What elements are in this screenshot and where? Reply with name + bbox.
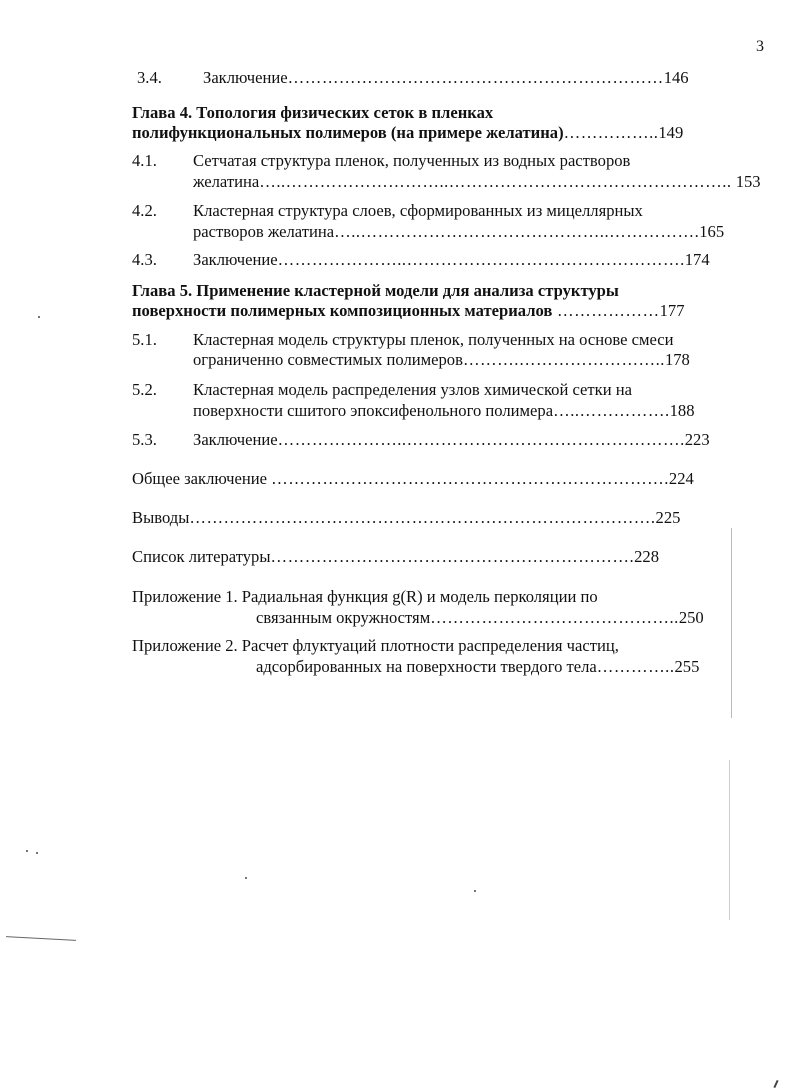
toc-entry-text-cont: желатина — [193, 172, 260, 191]
toc-page-ref: 255 — [674, 657, 700, 676]
toc-entry-number: 5.2. — [132, 380, 157, 399]
toc-entry-findings — [132, 508, 680, 528]
toc-entry-4-2-line2 — [193, 222, 724, 242]
toc-entry-4-2-number — [132, 201, 157, 221]
toc-entry-text: Сетчатая структура пленок, полученных из водных растворов — [193, 151, 631, 170]
toc-entry-text: Общее заключение — [132, 469, 272, 488]
scan-artifact-stroke — [6, 936, 76, 941]
toc-entry-number: 3.4. — [137, 68, 162, 87]
scan-artifact-mark — [773, 1080, 778, 1088]
toc-leader-dots: ………………………………………………………………………. — [189, 508, 656, 527]
toc-page-ref: 165 — [699, 222, 725, 241]
toc-entry-text-cont: поверхности сшитого эпоксифенольного полимера — [193, 401, 554, 420]
toc-chapter-title: Глава 4. Топология физических сеток в пленках — [132, 103, 494, 122]
toc-leader-dots: ……….…………………….. — [462, 350, 665, 369]
toc-leader-dots: ………….. — [596, 657, 675, 676]
toc-appendix-title: Приложение 2. Расчет флуктуаций плотности распределения частиц, — [132, 636, 619, 655]
toc-entry-number: 4.2. — [132, 201, 157, 220]
toc-appendix-title: Приложение 1. Радиальная функция g(R) и модель перколяции по — [132, 587, 598, 606]
toc-entry-number: 5.3. — [132, 430, 157, 449]
toc-entry-5-1-number — [132, 330, 157, 350]
toc-page-ref: 223 — [684, 430, 710, 449]
toc-page-ref: 178 — [664, 350, 690, 369]
toc-leader-dots: ……………… — [552, 301, 660, 320]
toc-entry-5-1-line1 — [193, 330, 674, 350]
toc-appendix-2-line1 — [132, 636, 619, 656]
toc-page-ref: 225 — [655, 508, 681, 527]
toc-entry-5-2-line1 — [193, 380, 632, 400]
scan-artifact-dot — [38, 316, 40, 318]
toc-page-ref: 224 — [668, 469, 694, 488]
toc-chapter-4-line2 — [132, 123, 683, 143]
toc-chapter-title: Глава 5. Применение кластерной модели для анализа структуры — [132, 281, 619, 300]
toc-entry-4-3-title — [193, 250, 710, 270]
toc-entry-5-1-line2 — [193, 350, 690, 370]
toc-entry-3-4-title — [203, 68, 689, 88]
toc-entry-text: Заключение — [193, 430, 278, 449]
toc-chapter-5-line2 — [132, 301, 684, 321]
scan-artifact-dot — [474, 890, 476, 892]
toc-entry-text: Выводы — [132, 508, 190, 527]
toc-entry-text-cont: ограниченно совместимых полимеров — [193, 350, 463, 369]
toc-leader-dots: …..………………………..………………………………………….. — [259, 172, 732, 191]
toc-entry-4-1-line1 — [193, 151, 630, 171]
toc-entry-4-1-number — [132, 151, 157, 171]
toc-entry-references — [132, 547, 659, 567]
scan-artifact-dot — [36, 852, 38, 854]
toc-page-ref: 188 — [669, 401, 695, 420]
scan-artifact-line — [731, 528, 732, 718]
toc-appendix-title-cont: связанным окружностям — [256, 608, 431, 627]
toc-chapter-title-cont: поверхности полимерных композиционных материалов — [132, 301, 553, 320]
toc-entry-number: 5.1. — [132, 330, 157, 349]
toc-entry-number: 4.3. — [132, 250, 157, 269]
scan-artifact-dot — [245, 877, 247, 879]
toc-entry-text-cont: растворов желатина — [193, 222, 335, 241]
toc-entry-4-1-line2 — [193, 172, 761, 192]
page-number: 3 — [756, 38, 764, 55]
toc-entry-4-3-number — [132, 250, 157, 270]
toc-page-ref: 250 — [678, 608, 704, 627]
toc-entry-text: Кластерная модель структуры пленок, полученных на основе смеси — [193, 330, 674, 349]
toc-leader-dots: ………………………………………………………… — [287, 68, 664, 87]
toc-page-ref: 228 — [634, 547, 660, 566]
toc-entry-text: Заключение — [203, 68, 288, 87]
toc-entry-text: Список литературы — [132, 547, 271, 566]
toc-page-ref: 153 — [735, 172, 761, 191]
toc-entry-text: Кластерная структура слоев, сформированных из мицеллярных — [193, 201, 643, 220]
toc-entry-text: Заключение — [193, 250, 278, 269]
toc-leader-dots: …………………..…………………………………………. — [277, 250, 685, 269]
toc-leader-dots: …..……………………………………..……………. — [334, 222, 700, 241]
toc-leader-dots: ………………………………………………………. — [270, 547, 635, 566]
toc-chapter-title-cont: полифункциональных полимеров (на примере желатина) — [132, 123, 564, 142]
toc-leader-dots: …………………………………….. — [430, 608, 679, 627]
toc-page-ref: 146 — [663, 68, 689, 87]
toc-chapter-5-line1 — [132, 281, 619, 301]
toc-page-ref: 177 — [659, 301, 685, 320]
toc-leader-dots: …………….. — [563, 123, 659, 142]
toc-entry-text: Кластерная модель распределения узлов химической сетки на — [193, 380, 633, 399]
toc-appendix-1-line1 — [132, 587, 598, 607]
toc-entry-3-4 — [137, 68, 162, 88]
toc-leader-dots: …..……………. — [553, 401, 670, 420]
toc-entry-5-3-number — [132, 430, 157, 450]
toc-leader-dots: …………………..…………………………………………. — [277, 430, 685, 449]
toc-appendix-title-cont: адсорбированных на поверхности твердого тела — [256, 657, 597, 676]
scan-artifact-dot — [26, 850, 28, 852]
toc-page-ref: 174 — [684, 250, 710, 269]
toc-chapter-4-line1 — [132, 103, 493, 123]
toc-entry-5-2-number — [132, 380, 157, 400]
toc-page-ref: 149 — [658, 123, 684, 142]
toc-entry-5-2-line2 — [193, 401, 695, 421]
toc-leader-dots: ……………………………………………………………. — [271, 469, 669, 488]
toc-entry-number: 4.1. — [132, 151, 157, 170]
toc-entry-4-2-line1 — [193, 201, 643, 221]
toc-entry-conclusion — [132, 469, 694, 489]
toc-entry-5-3-title — [193, 430, 710, 450]
toc-appendix-2-line2 — [256, 657, 699, 677]
scan-artifact-line — [729, 760, 730, 920]
toc-appendix-1-line2 — [256, 608, 704, 628]
